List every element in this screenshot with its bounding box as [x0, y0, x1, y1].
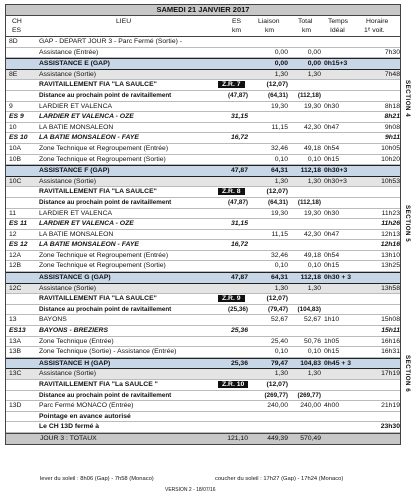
section-5-label: SECTION 5 — [404, 205, 411, 243]
temps-cell: 1h05 — [324, 337, 340, 345]
liaison-cell: 1,30 — [274, 370, 288, 378]
lieu-cell: Pointage en avance autorisé — [39, 412, 131, 420]
temps-cell: 0h15+3 — [324, 60, 348, 68]
liaison-cell: 25,40 — [270, 337, 288, 345]
table-row — [6, 230, 400, 241]
header-km-es: km — [232, 27, 242, 34]
total-cell: 50,76 — [303, 337, 321, 345]
header-ch: CH — [12, 18, 22, 25]
liaison-cell: 79,47 — [270, 359, 288, 367]
es-km-cell: (47,87) — [228, 91, 248, 99]
totals-total: 570,49 — [300, 434, 321, 442]
lieu-cell: LA BATIE MONSALEON — [39, 230, 114, 238]
liaison-cell: 64,31 — [270, 274, 288, 282]
liaison-cell: 1,30 — [274, 177, 288, 185]
totals-es: 121,10 — [227, 434, 248, 442]
header-es-km: ES — [232, 18, 242, 25]
total-cell: (104,83) — [297, 305, 321, 313]
horaire-cell: 10h20 — [381, 155, 400, 163]
assistance-row — [6, 358, 400, 370]
liaison-cell: (64,31) — [268, 91, 288, 99]
horaire-cell: 21h19 — [381, 402, 400, 410]
temps-cell: 0h30 — [324, 209, 340, 217]
lieu-cell: Assistance (Sortie) — [39, 70, 97, 78]
lieu-cell: Distance au prochain point de ravitaillement — [39, 305, 172, 313]
total-cell: 0,00 — [307, 60, 321, 68]
ch-cell: 12C — [9, 284, 22, 292]
horaire-cell: 7h30 — [384, 48, 400, 56]
header-temps: Temps — [328, 18, 349, 25]
horaire-cell: 12h16 — [380, 241, 400, 249]
horaire-cell: 12h13 — [381, 230, 400, 238]
version-note: VERSION 2 - 18/07/16 — [165, 487, 216, 493]
lieu-cell: Assistance (Entrée) — [39, 48, 99, 56]
table-row — [6, 70, 400, 81]
lieu-cell: LA BATIE MONSALEON — [39, 123, 114, 131]
horaire-cell: 8h18 — [384, 102, 400, 110]
es-km-cell: 31,15 — [230, 220, 248, 228]
temps-cell: 4h00 — [324, 402, 340, 410]
ch-cell: 13D — [9, 402, 22, 410]
table-row — [6, 315, 400, 326]
liaison-cell: (12,07) — [266, 188, 288, 196]
lieu-cell: LARDIER ET VALENCA - OZE — [39, 220, 134, 228]
ch-cell: ES 12 — [9, 241, 28, 249]
liaison-cell: 1,30 — [274, 70, 288, 78]
lieu-cell: Distance au prochain point de ravitaillement — [39, 198, 172, 206]
table-row — [6, 391, 400, 402]
table-row — [6, 80, 400, 91]
lieu-cell: Zone Technique et Regroupement (Sortie) — [39, 155, 166, 163]
temps-cell: 0h15 — [324, 348, 340, 356]
temps-cell: 0h54 — [324, 144, 340, 152]
ch-cell: 10 — [9, 123, 17, 131]
lieu-cell: Zone Technique (Sortie) - Assistance (Entrée) — [39, 348, 177, 356]
assistance-row — [6, 165, 400, 177]
lieu-cell: Zone Technique et Regroupement (Entrée) — [39, 251, 169, 259]
temps-cell: 0h47 — [324, 230, 340, 238]
horaire-cell: 10h53 — [381, 177, 400, 185]
liaison-cell: 64,31 — [270, 167, 288, 175]
horaire-cell: 23h30 — [380, 423, 400, 431]
horaire-cell: 13h25 — [381, 262, 400, 270]
ch-cell: 10C — [9, 177, 22, 185]
liaison-cell: 0,00 — [274, 60, 288, 68]
horaire-cell: 9h11 — [385, 134, 400, 142]
itinerary-rows — [5, 37, 401, 433]
total-cell: 49,18 — [303, 251, 321, 259]
lieu-cell: ASSISTANCE G (GAP) — [39, 274, 111, 282]
totals-liaison: 449,39 — [267, 434, 288, 442]
lieu-cell: RAVITAILLEMENT FIA "La SAULCE " — [39, 381, 158, 388]
liaison-cell: 19,30 — [270, 102, 288, 110]
table-row — [6, 48, 400, 59]
liaison-cell: 19,30 — [270, 209, 288, 217]
table-row — [6, 337, 400, 348]
horaire-cell: 13h58 — [381, 284, 400, 292]
es-km-cell: 25,36 — [230, 327, 248, 335]
ch-cell: ES 9 — [9, 113, 24, 121]
ch-cell: ES 11 — [9, 220, 28, 228]
table-row — [6, 401, 400, 412]
total-cell: 19,30 — [303, 209, 321, 217]
totals-label: JOUR 3 : TOTAUX — [40, 434, 97, 442]
table-row — [6, 294, 400, 305]
temps-cell: 0h47 — [324, 123, 340, 131]
table-row — [6, 209, 400, 220]
table-row — [6, 177, 400, 188]
lieu-cell: LA BATIE MONSALEON - FAYE — [39, 241, 139, 249]
lieu-cell: BAYONS - BREZIERS — [39, 327, 108, 335]
lieu-cell: LA BATIE MONSALEON - FAYE — [39, 134, 139, 142]
zr-label: Z.R. 8 — [218, 188, 245, 195]
temps-cell: 0h30 + 3 — [324, 274, 352, 282]
table-row — [6, 412, 400, 423]
zr-badge — [218, 380, 248, 390]
zr-label: Z.R. 10 — [218, 381, 248, 388]
table-row — [6, 219, 400, 230]
header-ideal: Idéal — [330, 27, 345, 34]
lieu-cell: Zone Technique et Regroupement (Sortie) — [39, 262, 166, 270]
table-row — [6, 91, 400, 102]
table-row — [6, 155, 400, 166]
ch-cell: 12B — [9, 262, 22, 270]
es-km-cell: 47,87 — [230, 167, 248, 175]
table-row — [6, 326, 400, 337]
temps-cell: 0h54 — [324, 251, 340, 259]
assistance-row — [6, 272, 400, 284]
lieu-cell: ASSISTANCE F (GAP) — [39, 167, 110, 175]
ch-cell: 11 — [9, 209, 17, 217]
totals-row — [5, 433, 401, 445]
liaison-cell: 52,67 — [270, 316, 288, 324]
lieu-cell: Parc Fermé MONACO (Entrée) — [39, 402, 134, 410]
liaison-cell: 11,15 — [271, 230, 288, 238]
total-cell: 0,00 — [307, 48, 321, 56]
total-cell: 240,00 — [300, 402, 321, 410]
header-voit: 1ᵉ voit. — [364, 27, 385, 34]
lieu-cell: ASSISTANCE H (GAP) — [39, 359, 111, 367]
header-es: ES — [12, 27, 22, 34]
horaire-cell: 16h16 — [381, 337, 400, 345]
header-km-liaison: km — [265, 27, 275, 34]
total-cell: (112,18) — [297, 198, 321, 206]
es-km-cell: (47,87) — [228, 198, 248, 206]
total-cell: 49,18 — [303, 144, 321, 152]
total-cell: 1,30 — [307, 70, 321, 78]
total-cell: 19,30 — [303, 102, 321, 110]
total-cell: 1,30 — [307, 284, 321, 292]
zr-badge — [218, 80, 245, 90]
lieu-cell: Le CH 13D fermé à — [39, 423, 100, 431]
horaire-cell: 10h05 — [381, 144, 400, 152]
temps-cell: 0h45 + 3 — [324, 359, 352, 367]
liaison-cell: 32,46 — [270, 251, 288, 259]
liaison-cell: 1,30 — [274, 284, 288, 292]
table-row — [6, 123, 400, 134]
horaire-cell: 16h31 — [381, 348, 400, 356]
table-row — [6, 369, 400, 380]
header-lieu: LIEU — [116, 18, 132, 25]
lieu-cell: Assistance (Sortie) — [39, 370, 97, 378]
total-cell: 42,30 — [303, 123, 321, 131]
ch-cell: 13C — [9, 370, 22, 378]
liaison-cell: 32,46 — [270, 144, 288, 152]
liaison-cell: 11,15 — [271, 123, 288, 131]
table-row — [6, 347, 400, 358]
lieu-cell: LARDIER ET VALENCA — [39, 102, 113, 110]
table-row — [6, 251, 400, 262]
ch-cell: 13 — [9, 316, 17, 324]
horaire-cell: 11h23 — [381, 209, 400, 217]
total-cell: (112,18) — [297, 91, 321, 99]
assistance-row — [6, 58, 400, 70]
header-total: Total — [298, 18, 313, 25]
ch-cell: 12A — [9, 251, 22, 259]
total-cell: 112,18 — [300, 167, 321, 175]
sunrise-note: lever du soleil : 8h06 (Gap) - 7h58 (Monaco) — [40, 476, 154, 482]
table-header — [5, 16, 401, 37]
ch-cell: 12 — [9, 230, 17, 238]
liaison-cell: (64,31) — [268, 198, 288, 206]
ch-cell: 8E — [9, 70, 18, 78]
liaison-cell: 240,00 — [267, 402, 288, 410]
horaire-cell: 7h48 — [384, 70, 400, 78]
lieu-cell: Assistance (Sortie) — [39, 177, 97, 185]
lieu-cell: Distance au prochain point de ravitaillement — [39, 391, 172, 399]
lieu-cell: LARDIER ET VALENCA — [39, 209, 113, 217]
table-row — [6, 261, 400, 272]
liaison-cell: (269,77) — [264, 391, 288, 399]
zr-label: Z.R. 9 — [218, 295, 245, 302]
temps-cell: 0h15 — [324, 155, 340, 163]
total-cell: 1,30 — [307, 177, 321, 185]
zr-badge — [218, 294, 245, 304]
total-cell: 1,30 — [307, 370, 321, 378]
temps-cell: 0h30+3 — [324, 167, 348, 175]
liaison-cell: (12,07) — [266, 81, 288, 89]
horaire-cell: 13h10 — [381, 251, 400, 259]
ch-cell: 9 — [9, 102, 13, 110]
horaire-cell: 11h26 — [381, 220, 400, 228]
ch-cell: ES 10 — [9, 134, 28, 142]
lieu-cell: LARDIER ET VALENCA - OZE — [39, 113, 134, 121]
temps-cell: 0h15 — [324, 262, 340, 270]
table-row — [6, 133, 400, 144]
lieu-cell: Zone Technique et Regroupement (Entrée) — [39, 144, 169, 152]
liaison-cell: (12,07) — [266, 381, 288, 388]
horaire-cell: 15h08 — [381, 316, 400, 324]
zr-label: Z.R. 7 — [218, 81, 245, 88]
liaison-cell: 0,00 — [274, 48, 288, 56]
lieu-cell: BAYONS — [39, 316, 67, 324]
ch-cell: 8D — [9, 38, 18, 45]
liaison-cell: (79,47) — [268, 305, 288, 313]
table-row — [6, 102, 400, 113]
total-cell: 0,10 — [307, 348, 321, 356]
table-row — [6, 198, 400, 209]
es-km-cell: 31,15 — [230, 113, 248, 121]
liaison-cell: 0,10 — [274, 348, 288, 356]
header-km-total: km — [302, 27, 312, 34]
lieu-cell: Distance au prochain point de ravitaillement — [39, 91, 172, 99]
total-cell: 0,10 — [307, 155, 321, 163]
ch-cell: ES13 — [9, 327, 26, 335]
table-row — [6, 284, 400, 295]
ch-cell: 10B — [9, 155, 22, 163]
total-cell: 42,30 — [303, 230, 321, 238]
lieu-cell: RAVITAILLEMENT FIA "LA SAULCE" — [39, 81, 157, 89]
sunset-note: coucher du soleil : 17h27 (Gap) - 17h24 (Monaco) — [215, 476, 344, 482]
header-liaison: Liaison — [258, 18, 280, 25]
total-cell: 52,67 — [303, 316, 321, 324]
lieu-cell: RAVITAILLEMENT FIA "LA SAULCE" — [39, 188, 157, 196]
es-km-cell: 47,87 — [230, 274, 248, 282]
horaire-cell: 9h08 — [384, 123, 400, 131]
ch-cell: 13A — [9, 337, 22, 345]
es-km-cell: 16,72 — [230, 134, 248, 142]
table-row — [6, 37, 400, 48]
lieu-cell: Assistance (Sortie) — [39, 284, 97, 292]
page-title: SAMEDI 21 JANVIER 2017 — [5, 4, 401, 16]
header-horaire: Horaire — [366, 18, 389, 25]
temps-cell: 1h10 — [324, 316, 340, 324]
es-km-cell: (25,36) — [228, 305, 248, 313]
zr-badge — [218, 187, 245, 197]
es-km-cell: 25,36 — [230, 359, 248, 367]
lieu-cell: RAVITAILLEMENT FIA "LA SAULCE" — [39, 295, 157, 303]
liaison-cell: 0,10 — [274, 155, 288, 163]
lieu-cell: ASSISTANCE E (GAP) — [39, 60, 110, 68]
lieu-cell: Zone Technique (Entrée) — [39, 337, 114, 345]
total-cell: 112,18 — [300, 274, 321, 282]
table-row — [6, 380, 400, 391]
liaison-cell: (12,07) — [266, 295, 288, 303]
itinerary-table — [5, 4, 401, 445]
ch-cell: 10A — [9, 144, 22, 152]
total-cell: 104,83 — [300, 359, 321, 367]
liaison-cell: 0,10 — [274, 262, 288, 270]
es-km-cell: 16,72 — [230, 241, 248, 249]
horaire-cell: 8h21 — [384, 113, 400, 121]
horaire-cell: 15h11 — [381, 327, 400, 335]
temps-cell: 0h30 — [324, 102, 340, 110]
section-4-label: SECTION 4 — [404, 80, 411, 118]
table-row — [6, 240, 400, 251]
ch-cell: 13B — [9, 348, 22, 356]
total-cell: 0,10 — [307, 262, 321, 270]
table-row — [6, 187, 400, 198]
table-row — [6, 305, 400, 316]
total-cell: (269,77) — [297, 391, 321, 399]
horaire-cell: 17h19 — [381, 370, 400, 378]
table-row — [6, 422, 400, 433]
temps-cell: 0h30+3 — [324, 177, 347, 185]
table-row — [6, 112, 400, 123]
table-row — [6, 144, 400, 155]
section-6-label: SECTION 6 — [404, 355, 411, 393]
lieu-cell: GAP - DEPART JOUR 3 - Parc Fermé (Sortie) - — [39, 38, 183, 45]
